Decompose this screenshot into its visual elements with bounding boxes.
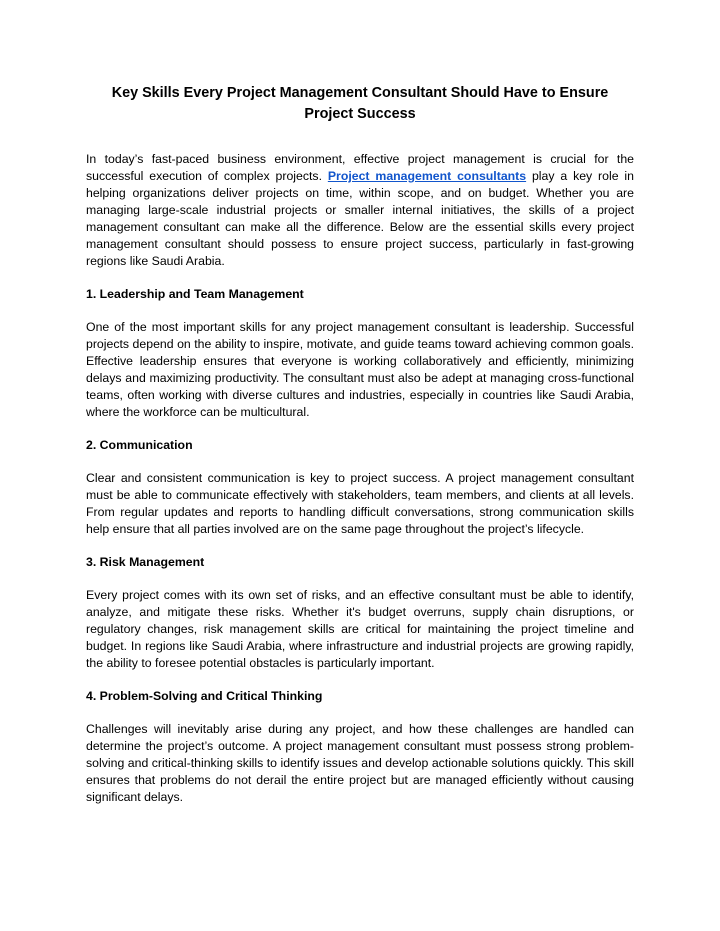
intro-text-before-link: In today’s fast-paced business environment, effective project management is crucial for the successful execution of complex projects. (86, 152, 634, 183)
section-body-problem-solving: Challenges will inevitably arise during any project, and how these challenges are handled can determine the project’s outcome. A project management consultant must possess strong problem-solving and critical-thinking skills to identify issues and develop actionable solutions quickly. This skill ensures that problems do not derail the entire project but are managed efficiently without causing significant delays. (86, 722, 634, 804)
section-body-risk-management: Every project comes with its own set of risks, and an effective consultant must be able to identify, analyze, and mitigate these risks. Whether it's budget overruns, supply chain disruptions, or regulatory changes, risk management skills are critical for maintaining the project timeline and budget. In regions like Saudi Arabia, where infrastructure and industrial projects are growing rapidly, the ability to foresee potential obstacles is particularly important. (86, 588, 634, 670)
intro-paragraph (86, 151, 634, 270)
section-body-communication: Clear and consistent communication is key to project success. A project management consultant must be able to communicate effectively with stakeholders, team members, and clients at all levels. From regular updates and reports to handling difficult conversations, strong communication skills help ensure that all parties involved are on the same page throughout the project’s lifecycle. (86, 471, 634, 536)
section-heading-risk-management: 3. Risk Management (86, 555, 205, 569)
intro-text-after-link: play a key role in helping organizations deliver projects on time, within scope, and on budget. Whether you are managing large-scale industrial projects or smaller internal initiatives, the skills of a project management consultant can make all the difference. Below are the essential skills every project management consultant should possess to ensure project success, particularly in fast-growing regions like Saudi Arabia. (86, 169, 634, 268)
section-heading-communication: 2. Communication (86, 438, 193, 452)
document-body (86, 83, 634, 806)
section-heading-leadership: 1. Leadership and Team Management (86, 287, 304, 301)
section-body-leadership: One of the most important skills for any project management consultant is leadership. Successful projects depend on the ability to inspire, motivate, and guide teams toward achieving common goals. Effective leadership ensures that everyone is working collaboratively and efficiently, minimizing delays and maximizing productivity. The consultant must also be adept at managing cross-functional teams, often working with diverse cultures and industries, especially in countries like Saudi Arabia, where the workforce can be multicultural. (86, 320, 634, 419)
project-management-consultants-link[interactable]: Project management consultants (327, 169, 527, 183)
section-heading-problem-solving: 4. Problem-Solving and Critical Thinking (86, 689, 323, 703)
document-title: Key Skills Every Project Management Consultant Should Have to Ensure Project Success (111, 85, 609, 122)
